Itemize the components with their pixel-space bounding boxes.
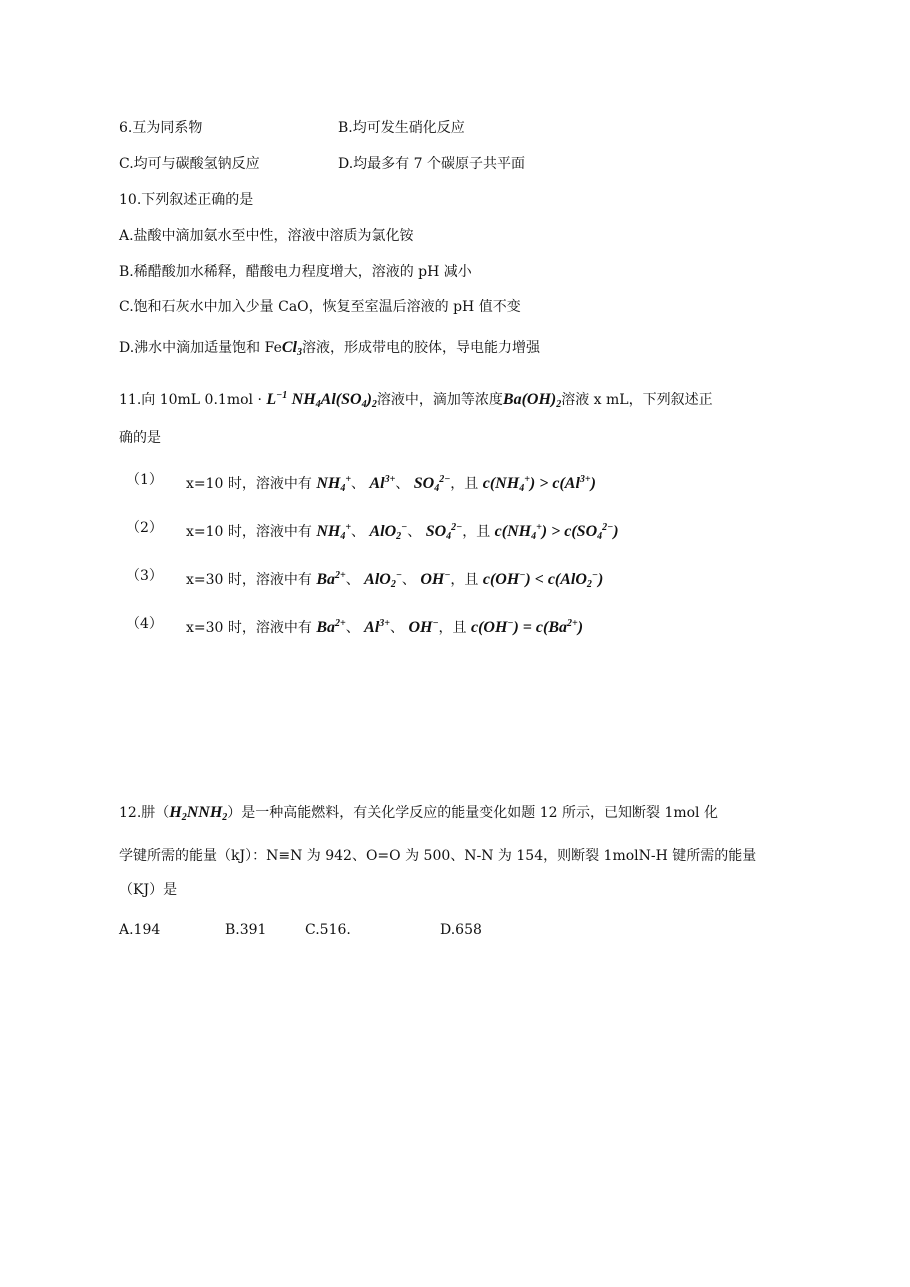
separator: 、 (351, 476, 366, 492)
formula-h2nnh2: $H_2NNH_2$ (169, 804, 228, 823)
q10-option-d (119, 338, 540, 363)
item-number: （1） (126, 472, 163, 488)
item-number: （2） (126, 520, 163, 536)
q12-option-c: C.516. (305, 922, 351, 938)
formula-alo2-minus: AlO$_2$− (364, 570, 402, 590)
formula-relation: $c(OH^-) = c(Ba^{2+})$ (470, 618, 584, 636)
formula-oh-minus: OH− (420, 570, 451, 588)
q11-stem-middle: 溶液中，滴加等浓度 (376, 392, 503, 408)
q9-option-b: B.均可发生硝化反应 (338, 120, 465, 136)
formula-nh4-al-so4-2: $NH_4Al(SO_4)_2$ (291, 391, 377, 410)
separator: 、 (351, 524, 366, 540)
formula-relation: $c(NH_4^+) > c(SO_4^{2-})$ (494, 522, 619, 542)
formula-ba2-plus: $Ba^{2+}$ (316, 570, 346, 588)
item-number: （3） (126, 568, 163, 584)
formula-relation: c(OH−) < c(AlO$_2$−) (482, 570, 604, 590)
q12-stem-suffix: ）是一种高能燃料，有关化学反应的能量变化如题 12 所示，已知断裂 1mol 化 (227, 805, 718, 821)
q9-option-c: C.均可与碳酸氢钠反应 (119, 156, 260, 172)
formula-relation: $c(NH_4^+) > c(Al^{3+})$ (482, 474, 596, 494)
item-condition: x=30 时，溶液中有 (186, 620, 312, 636)
q11-stem (119, 386, 713, 415)
formula-nh4-plus: $NH_4^+$ (316, 474, 352, 494)
q12-stem-prefix: 12.肼（ (119, 805, 170, 821)
q10-stem: 10.下列叙述正确的是 (119, 192, 254, 208)
q10-option-a: A.盐酸中滴加氨水至中性，溶液中溶质为氯化铵 (119, 228, 414, 244)
item-tail: ，且 (462, 524, 491, 540)
item-condition: x=10 时，溶液中有 (186, 476, 312, 492)
formula-al3-plus: $Al^{3+}$ (369, 474, 396, 492)
q11-item-3 (126, 566, 163, 586)
q9-option-d: D.均最多有 7 个碳原子共平面 (338, 156, 525, 172)
item-condition: x=10 时，溶液中有 (186, 524, 312, 540)
q12-option-a: A.194 (119, 922, 161, 938)
q11-item-1 (126, 470, 163, 490)
q11-stem-line2: 确的是 (119, 430, 161, 446)
q11-stem-prefix: 11.向 10mL 0.1mol · (119, 392, 262, 408)
q11-item-4-body (186, 614, 583, 638)
item-tail: ，且 (438, 620, 467, 636)
separator: 、 (395, 476, 410, 492)
q12-stem-line2: 学键所需的能量（kJ）：N≡N 为 942、O=O 为 500、N-N 为 154，则断裂 1molN-H 键所需的能量 (119, 848, 757, 864)
separator: 、 (345, 572, 360, 588)
separator: 、 (407, 524, 422, 540)
formula-ba2-plus: $Ba^{2+}$ (316, 618, 346, 636)
formula-fecl3: $Cl_3$ (281, 339, 302, 358)
q11-item-2 (126, 518, 163, 538)
q10-option-b: B.稀醋酸加水稀释，醋酸电力程度增大，溶液的 pH 减小 (119, 264, 472, 280)
q11-stem-suffix: 溶液 x mL，下列叙述正 (561, 392, 713, 408)
q12-option-d: D.658 (440, 922, 482, 938)
separator: 、 (390, 620, 404, 636)
q12-stem (119, 803, 718, 828)
formula-so4-2minus: $SO_4^{2-}$ (425, 522, 463, 542)
formula-alo2-minus: AlO$_2$− (369, 522, 408, 542)
q9-option-a: 6.互为同系物 (119, 120, 203, 136)
formula-per-liter: $L^{-1}$ (266, 390, 288, 408)
formula-so4-2minus: $SO_4^{2-}$ (413, 474, 451, 494)
separator: 、 (345, 620, 360, 636)
item-tail: ，且 (450, 476, 479, 492)
item-tail: ，且 (450, 572, 479, 588)
item-condition: x=30 时，溶液中有 (186, 572, 312, 588)
q11-item-3-body (186, 566, 603, 595)
formula-ba-oh-2: $Ba(OH)_2$ (502, 391, 562, 410)
formula-oh-minus: OH− (408, 618, 439, 636)
q10-option-c: C.饱和石灰水中加入少量 CaO，恢复至室温后溶液的 pH 值不变 (119, 299, 521, 315)
q12-option-b: B.391 (225, 922, 267, 938)
separator: 、 (401, 572, 416, 588)
q11-item-1-body (186, 470, 596, 499)
formula-nh4-plus: $NH_4^+$ (316, 522, 352, 542)
q11-item-2-body (186, 518, 619, 547)
item-number: （4） (126, 616, 163, 632)
formula-al3-plus: $Al^{3+}$ (364, 618, 390, 636)
q10-option-d-prefix: D.沸水中滴加适量饱和 Fe (119, 340, 282, 356)
q10-option-d-suffix: 溶液，形成带电的胶体，导电能力增强 (301, 340, 540, 356)
q12-stem-line3: （KJ）是 (119, 882, 178, 898)
q11-item-4 (126, 614, 163, 634)
